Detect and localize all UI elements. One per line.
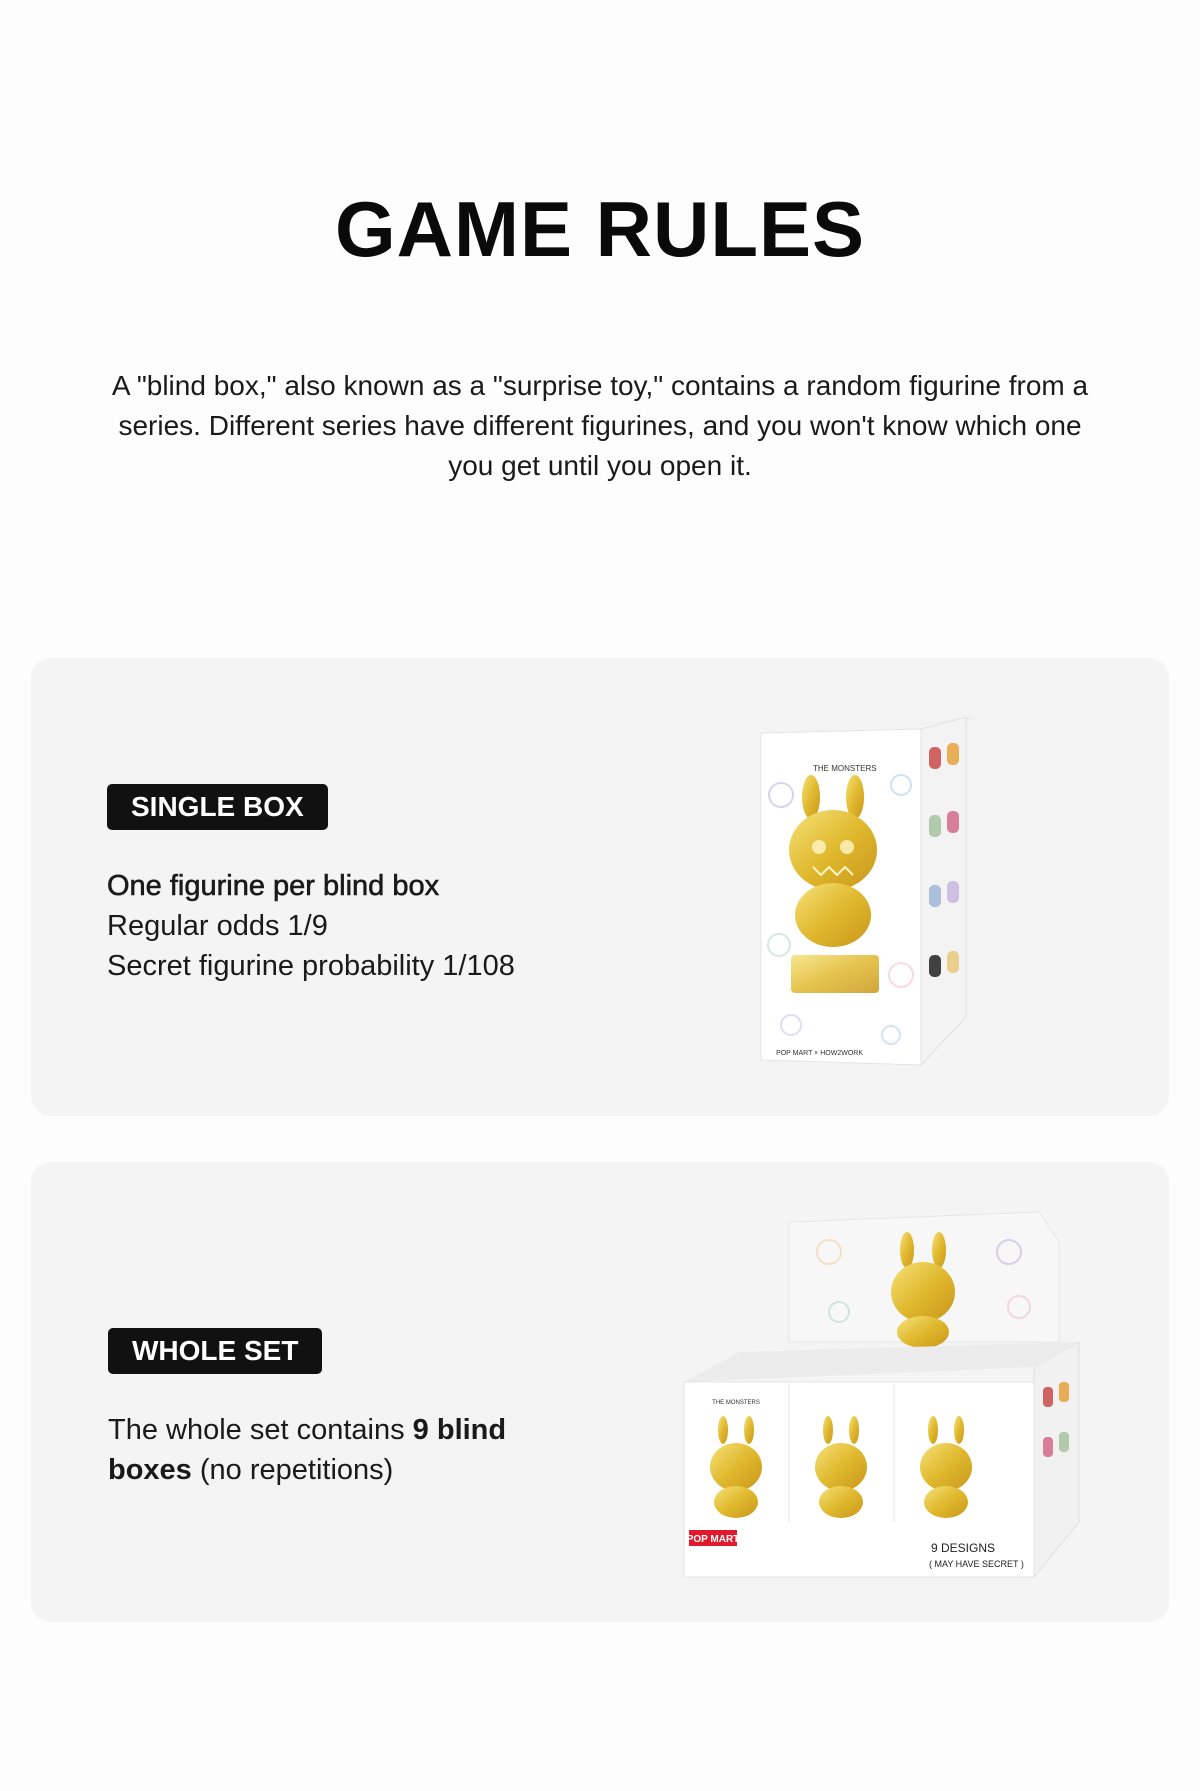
intro-paragraph: A "blind box," also known as a "surprise toy," contains a random figurine from a series. Different series have different figurines, and you won't know which one you get until you open it. xyxy=(111,370,1089,481)
whole-set-display-box-image xyxy=(639,1192,1139,1612)
whole-set-badge: WHOLE SET xyxy=(108,1328,322,1374)
whole-set-description xyxy=(108,1410,578,1490)
single-box-badge: SINGLE BOX xyxy=(107,784,328,830)
designs-label: 9 DESIGNS xyxy=(931,1541,996,1555)
single-box-card xyxy=(31,658,1169,1116)
designs-note: ( MAY HAVE SECRET ) xyxy=(929,1559,1024,1569)
regular-odds-text: Regular odds 1/9 xyxy=(107,910,328,942)
whole-set-text-prefix: The whole set contains xyxy=(108,1414,413,1446)
single-box-footer: POP MART × HOW2WORK xyxy=(776,1050,863,1057)
whole-set-text-suffix: (no repetitions) xyxy=(191,1454,394,1486)
single-box-lead: One figurine per blind box xyxy=(107,870,440,902)
whole-set-count: 9 blind boxes xyxy=(108,1414,507,1486)
whole-set-card xyxy=(31,1162,1169,1622)
pop-mart-logo-text: POP MART xyxy=(686,1534,740,1545)
secret-probability-text: Secret figurine probability 1/108 xyxy=(107,950,515,982)
page-title: GAME RULES xyxy=(334,185,866,273)
single-blind-box-image xyxy=(751,715,1031,1075)
single-box-brand: THE MONSTERS xyxy=(813,764,877,773)
single-box-description xyxy=(107,866,515,986)
tray-brand: THE MONSTERS xyxy=(712,1400,760,1406)
